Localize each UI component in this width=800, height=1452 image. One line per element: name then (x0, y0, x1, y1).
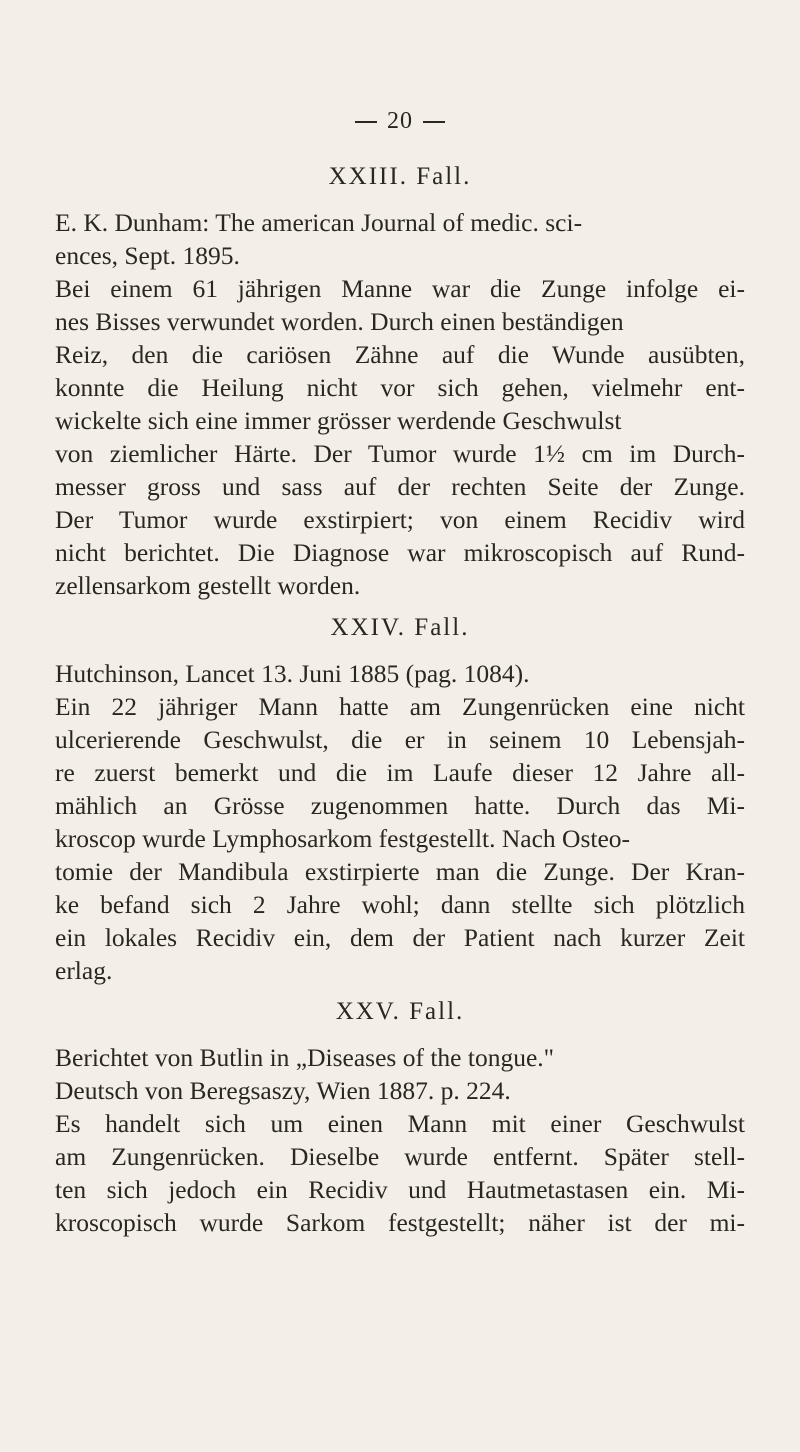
text-line (0, 305, 800, 339)
text-line (0, 338, 800, 372)
text-line (0, 437, 800, 471)
text-line (0, 470, 800, 504)
text-line-content: re zuerst bemerkt und die im Laufe dieser 12 Jahre all- (55, 758, 745, 787)
text-line (0, 1140, 800, 1174)
case-heading-23: XXIII. Fall. (328, 163, 472, 190)
case-heading-24: XXIV. Fall. (330, 614, 470, 641)
text-line (0, 206, 800, 240)
text-line-content: ke befand sich 2 Jahre wohl; dann stellte sich plötzlich (55, 890, 745, 919)
text-line (0, 921, 800, 955)
text-line-content: E. K. Dunham: The american Journal of medic. sci- (55, 208, 583, 237)
text-line-content: messer gross und sass auf der rechten Seite der Zunge. (55, 472, 745, 501)
text-line (0, 855, 800, 889)
text-line: erlag. (55, 956, 113, 985)
text-line (0, 536, 800, 570)
text-line (0, 723, 800, 757)
text-line: zellensarkom gestellt worden. (55, 571, 361, 600)
text-line: Hutchinson, Lancet 13. Juni 1885 (pag. 1084). (55, 659, 530, 688)
text-line-content: Ein 22 jähriger Mann hatte am Zungenrücken eine nicht (55, 692, 745, 721)
text-line-content: ten sich jedoch ein Recidiv und Hautmetastasen ein. Mi- (55, 1175, 745, 1204)
text-line: ences, Sept. 1895. (55, 241, 240, 270)
text-line-content: Der Tumor wurde exstirpiert; von einem Recidiv wird (55, 505, 745, 534)
text-line: Berichtet von Butlin in „Diseases of the tongue." (55, 1043, 555, 1072)
text-line-content: ulcerierende Geschwulst, die er in seinem 10 Lebensjah- (55, 725, 745, 754)
text-line-content: Reiz, den die cariösen Zähne auf die Wunde ausübten, (55, 340, 745, 369)
text-line-content: Bei einem 61 jährigen Manne war die Zunge infolge ei- (55, 274, 745, 303)
text-line (0, 789, 800, 823)
text-line-content: nicht berichtet. Die Diagnose war mikroscopisch auf Rund- (55, 538, 745, 567)
dash-right (423, 121, 445, 123)
text-line (0, 371, 800, 405)
text-line-content: kroscop wurde Lymphosarkom festgestellt. Nach Osteo- (55, 824, 631, 853)
text-line-content: am Zungenrücken. Dieselbe wurde entfernt. Später stell- (55, 1142, 745, 1171)
text-line-content: konnte die Heilung nicht vor sich gehen, vielmehr ent- (55, 373, 745, 402)
text-line (0, 503, 800, 537)
page-number-text: 20 (387, 108, 413, 134)
text-line-content: kroscopisch wurde Sarkom festgestellt; näher ist der mi- (55, 1208, 745, 1237)
text-line-content: von ziemlicher Härte. Der Tumor wurde 1½ cm im Durch- (55, 439, 745, 468)
dash-left (355, 121, 377, 123)
text-line (0, 404, 800, 438)
text-line (0, 690, 800, 724)
text-line: Deutsch von Beregsaszy, Wien 1887. p. 224. (55, 1076, 511, 1105)
text-line (0, 1173, 800, 1207)
text-line-content: nes Bisses verwundet worden. Durch einen beständigen (55, 307, 624, 336)
text-line-content: mählich an Grösse zugenommen hatte. Durch das Mi- (55, 791, 745, 820)
text-line-content: wickelte sich eine immer grösser werdende Geschwulst (55, 406, 622, 435)
case-heading-25: XXV. Fall. (335, 998, 465, 1025)
text-line (0, 756, 800, 790)
text-line (0, 888, 800, 922)
text-line (0, 272, 800, 306)
text-line-content: tomie der Mandibula exstirpierte man die Zunge. Der Kran- (55, 857, 745, 886)
text-line-content: Es handelt sich um einen Mann mit einer Geschwulst (55, 1109, 745, 1138)
text-line (0, 822, 800, 856)
text-line-content: ein lokales Recidiv ein, dem der Patient nach kurzer Zeit (55, 923, 745, 952)
text-line (0, 1107, 800, 1141)
page-number (0, 108, 800, 135)
text-line (0, 1206, 800, 1240)
